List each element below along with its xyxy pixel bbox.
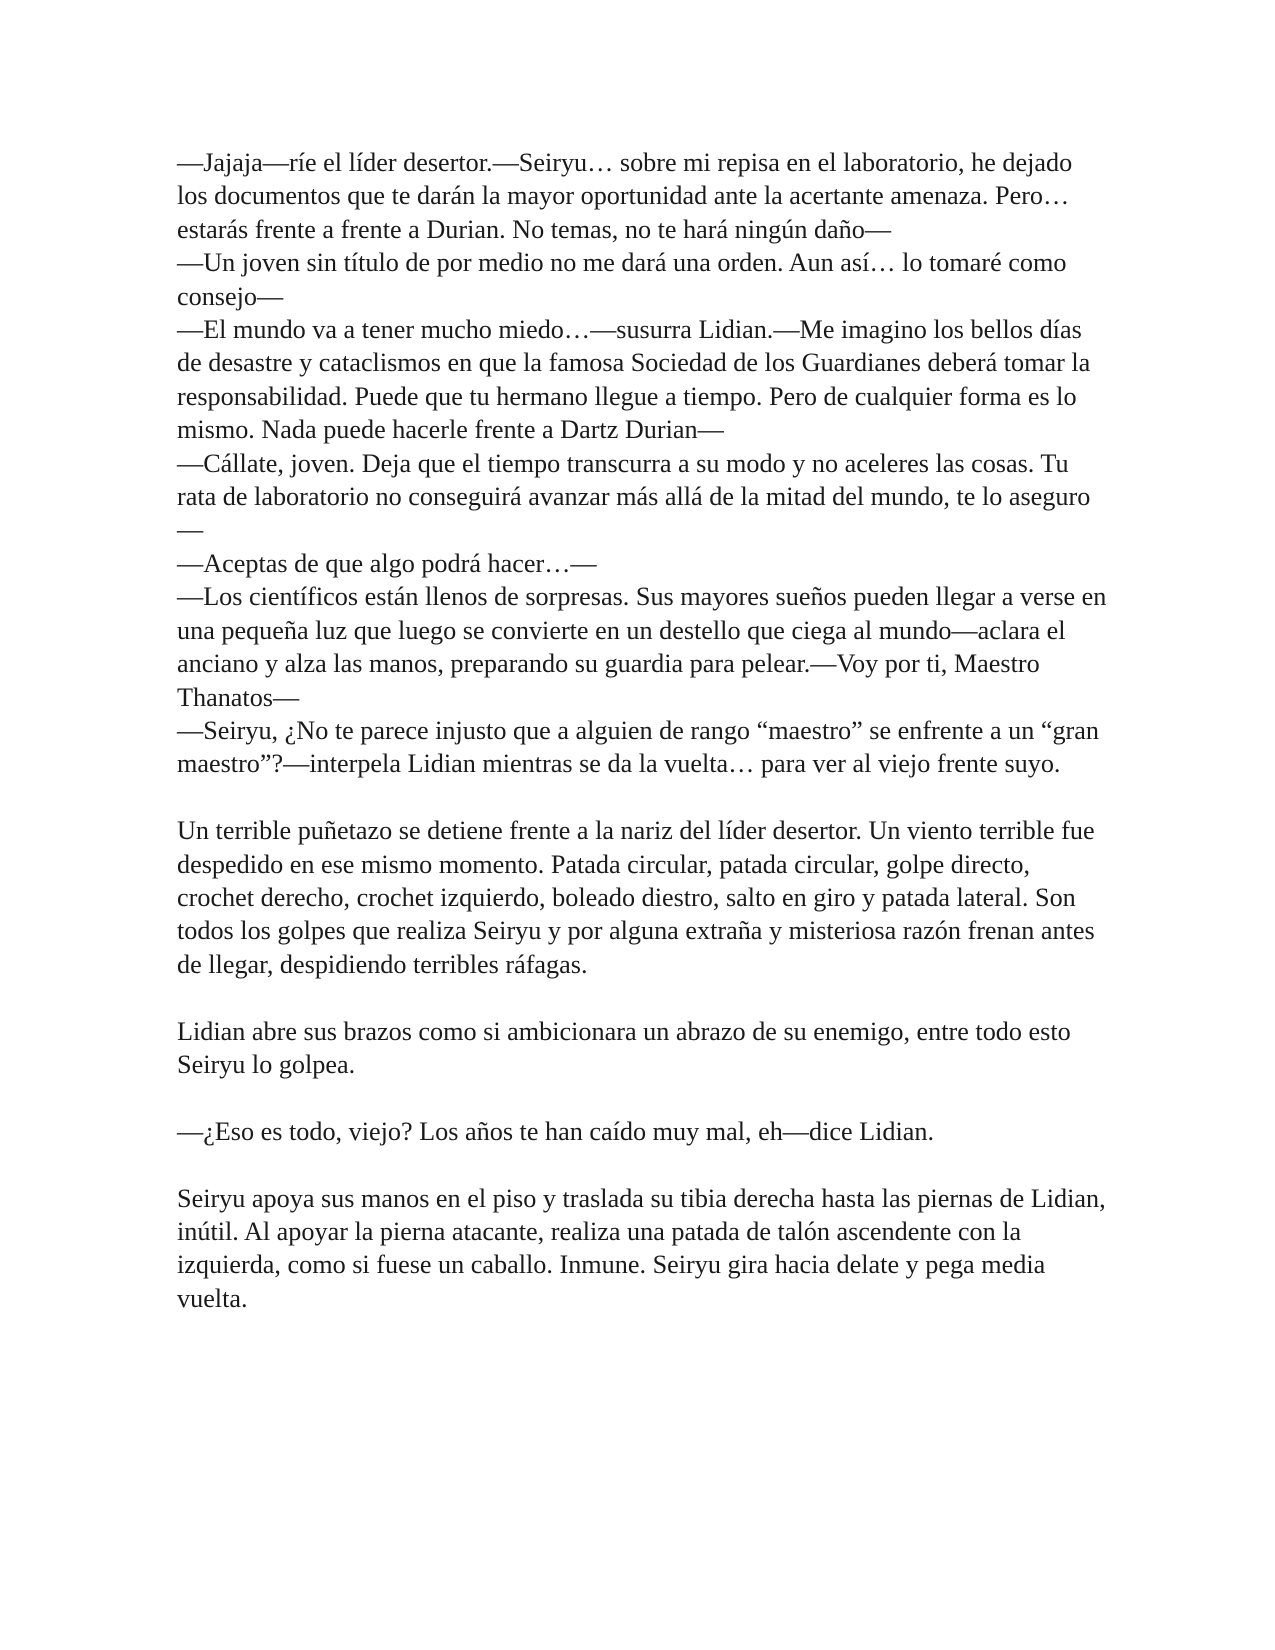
dialogue-line-7: —Seiryu, ¿No te parece injusto que a alguien de rango “maestro” se enfrente a un “gran maestro”?—interpela Lidian mientras se da la vuelta… para ver al viejo frente suyo. [177, 715, 1099, 779]
paragraph-embrace: Lidian abre sus brazos como si ambicionara un abrazo de su enemigo, entre todo esto Seiryu lo golpea. [177, 1016, 1071, 1079]
paragraph-spacer [177, 981, 1107, 1014]
dialogue-line-5: —Aceptas de que algo podrá hacer…— [177, 548, 597, 578]
paragraph-taunt: —¿Eso es todo, viejo? Los años te han caído muy mal, eh—dice Lidian. [177, 1116, 935, 1146]
body-text [177, 146, 1107, 1315]
dialogue-line-3: —El mundo va a tener mucho miedo…—susurra Lidian.—Me imagino los bellos días de desastre y cataclismos en que la famosa Sociedad de los Guardianes deberá tomar la responsabilidad. Puede que tu hermano llegue a tiempo. Pero de cualquier forma es lo mismo. Nada puede hacerle frente a Dartz Durian— [177, 315, 1091, 445]
paragraph-spacer [177, 1148, 1107, 1181]
paragraph-spacer [177, 781, 1107, 814]
dialogue-line-4: —Cállate, joven. Deja que el tiempo transcurra a su modo y no aceleres las cosas. Tu rata de laboratorio no conseguirá avanzar más allá de la mitad del mundo, te lo aseguro— [177, 448, 1091, 545]
paragraph-kick: Seiryu apoya sus manos en el piso y traslada su tibia derecha hasta las piernas de Lidian, inútil. Al apoyar la pierna atacante, realiza una patada de talón ascendente con la izquierda, como si fuese un caballo. Inmune. Seiryu gira hacia delate y pega media vuelta. [177, 1183, 1106, 1313]
dialogue-line-6: —Los científicos están llenos de sorpresas. Sus mayores sueños pueden llegar a verse en una pequeña luz que luego se convierte en un destello que ciega al mundo—aclara el anciano y alza las manos, preparando su guardia para pelear.—Voy por ti, Maestro Thanatos— [177, 582, 1107, 712]
dialogue-line-2: —Un joven sin título de por medio no me dará una orden. Aun así… lo tomaré como consejo— [177, 248, 1067, 311]
paragraph-spacer [177, 1081, 1107, 1114]
paragraph-punch: Un terrible puñetazo se detiene frente a la nariz del líder desertor. Un viento terrible fue despedido en ese mismo momento. Patada circular, patada circular, golpe directo, crochet derecho, crochet izquierdo, boleado diestro, salto en giro y patada lateral. Son todos los golpes que realiza Seiryu y por alguna extraña y misteriosa razón frenan antes de llegar, despidiendo terribles ráfagas. [177, 816, 1095, 979]
dialogue-line-1: —Jajaja—ríe el líder desertor.—Seiryu… sobre mi repisa en el laboratorio, he dejado los documentos que te darán la mayor oportunidad ante la acertante amenaza. Pero… estarás frente a frente a Durian. No temas, no te hará ningún daño— [177, 148, 1073, 244]
